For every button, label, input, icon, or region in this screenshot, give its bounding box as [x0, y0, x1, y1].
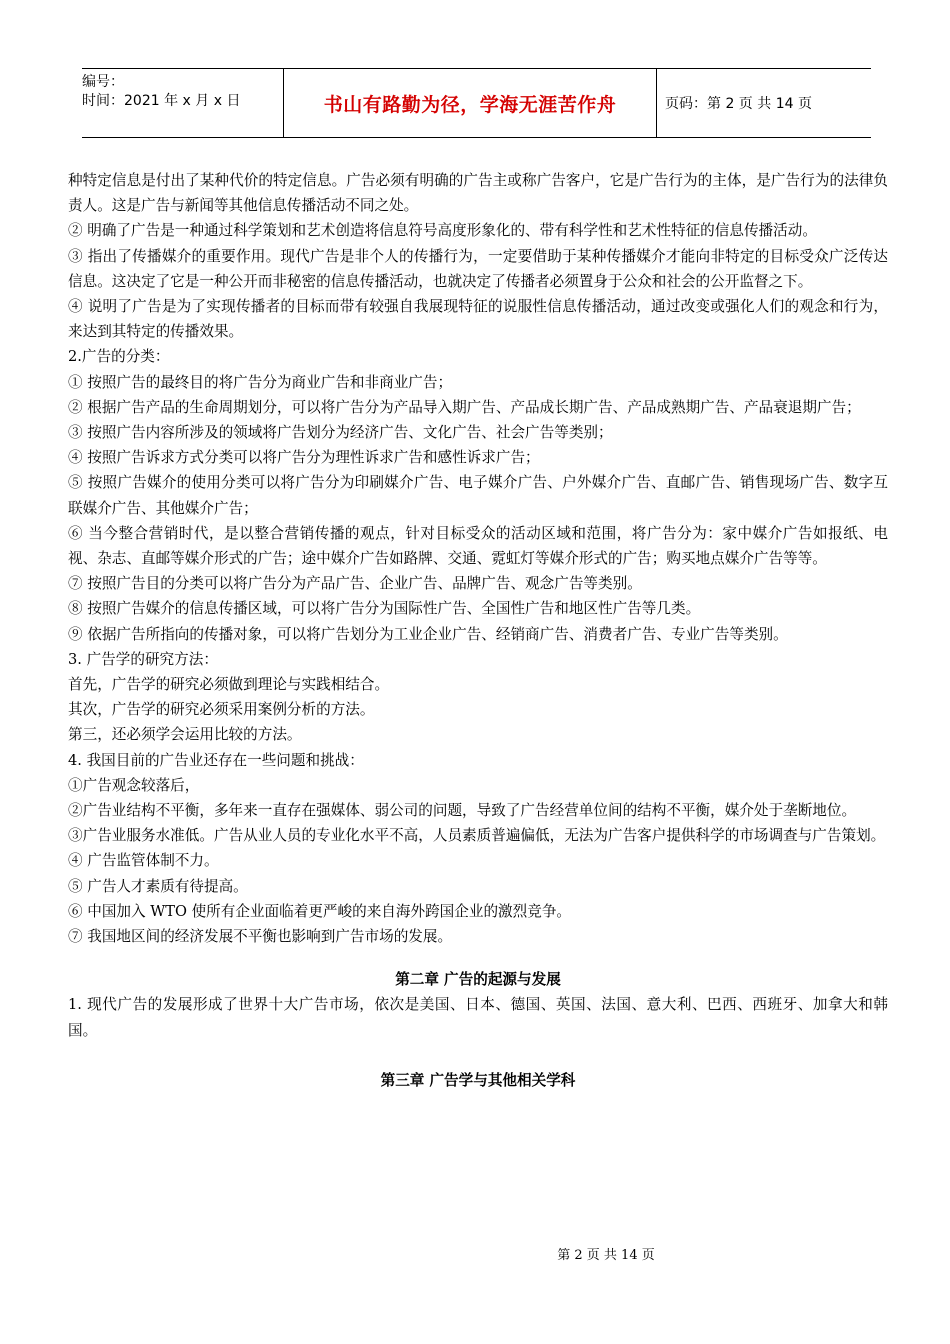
list-item: ⑦ 我国地区间的经济发展不平衡也影响到广告市场的发展。 [68, 928, 453, 946]
document-body [68, 168, 888, 1093]
header-page-info [665, 69, 871, 137]
list-item: ③ 按照广告内容所涉及的领域将广告划分为经济广告、文化广告、社会广告等类别； [68, 424, 613, 442]
number-label: 编号： [82, 74, 124, 90]
list-item: ①广告观念较落后， [68, 776, 200, 794]
chapter-title: 第三章 广告学与其他相关学科 [380, 1071, 576, 1089]
section-heading: 4. 我国目前的广告业还存在一些问题和挑战： [68, 751, 364, 769]
list-item: ⑥ 当今整合营销时代，是以整合营销传播的观点，针对目标受众的活动区域和范围，将广告分为：家中媒介广告如报纸、电视、杂志、直邮等媒介形式的广告；途中媒介广告如路牌、交通、霓虹灯等媒介形式的广告；购买地点媒介广告等等。 [68, 524, 888, 568]
list-item: ① 按照广告的最终目的将广告分为商业广告和非商业广告； [68, 373, 453, 391]
paragraph: ③ 指出了传播媒介的重要作用。现代广告是非个人的传播行为，一定要借助于某种传播媒介才能向非特定的目标受众广泛传达信息。这决定了它是一种公开而非秘密的信息传播活动，也就决定了传播者必须置身于公众和社会的公开监督之下。 [68, 247, 888, 290]
list-item: ④ 广告监管体制不力。 [68, 852, 219, 870]
paragraph: 种特定信息是付出了某种代价的特定信息。广告必须有明确的广告主或称广告客户，它是广告行为的主体，是广告行为的法律负责人。这是广告与新闻等其他信息传播活动不同之处。 [68, 172, 888, 215]
page-info-text: 页码：第 2 页 共 14 页 [665, 96, 812, 112]
date-label: 时间：2021 年 x 月 x 日 [82, 93, 241, 109]
list-item: ⑤ 广告人才素质有待提高。 [68, 877, 248, 895]
list-item: ②广告业结构不平衡，多年来一直存在强媒体、弱公司的问题，导致了广告经营单位间的结构不平衡，媒介处于垄断地位。 [68, 802, 857, 820]
paragraph: 第三，还必须学会运用比较的方法。 [68, 726, 302, 744]
list-item: ③广告业服务水准低。广告从业人员的专业化水平不高，人员素质普遍偏低，无法为广告客户提供科学的市场调查与广告策划。 [68, 827, 886, 845]
list-item: ⑧ 按照广告媒介的信息传播区域，可以将广告分为国际性广告、全国性广告和地区性广告等几类。 [68, 600, 701, 618]
list-item: ⑨ 依据广告所指向的传播对象，可以将广告划分为工业企业广告、经销商广告、消费者广告、专业广告等类别。 [68, 625, 788, 643]
list-item: ⑤ 按照广告媒介的使用分类可以将广告分为印刷媒介广告、电子媒介广告、户外媒介广告、直邮广告、销售现场广告、数字互联媒介广告、其他媒介广告； [68, 474, 888, 517]
footer-page-number: 第 2 页 共 14 页 [557, 1248, 655, 1263]
section-heading: 3. 广告学的研究方法： [68, 650, 218, 668]
list-item: ④ 按照广告诉求方式分类可以将广告分为理性诉求广告和感性诉求广告； [68, 449, 540, 467]
chapter-title: 第二章 广告的起源与发展 [395, 971, 561, 989]
page-header [82, 68, 871, 138]
list-item: ⑦ 按照广告目的分类可以将广告分为产品广告、企业广告、品牌广告、观念广告等类别。 [68, 575, 642, 593]
section-heading: 2.广告的分类： [68, 348, 170, 366]
paragraph: ④ 说明了广告是为了实现传播者的目标而带有较强自我展现特征的说服性信息传播活动，通过改变或强化人们的观念和行为，来达到其特定的传播效果。 [68, 298, 888, 341]
header-meta [82, 69, 282, 137]
list-item: ⑥ 中国加入 WTO 使所有企业面临着更严峻的来自海外跨国企业的激烈竞争。 [68, 902, 572, 920]
motto-text: 书山有路勤为径，学海无涯苦作舟 [323, 93, 617, 116]
paragraph: 1. 现代广告的发展形成了世界十大广告市场，依次是美国、日本、德国、英国、法国、意大利、巴西、西班牙、加拿大和韩国。 [68, 996, 888, 1039]
paragraph: 首先，广告学的研究必须做到理论与实践相结合。 [68, 676, 390, 694]
list-item: ② 根据广告产品的生命周期划分，可以将广告分为产品导入期广告、产品成长期广告、产品成熟期广告、产品衰退期广告； [68, 398, 861, 416]
page-footer [0, 1244, 950, 1263]
paragraph: ② 明确了广告是一种通过科学策划和艺术创造将信息符号高度形象化的、带有科学性和艺术性特征的信息传播活动。 [68, 222, 817, 240]
header-motto-cell [283, 69, 657, 137]
paragraph: 其次，广告学的研究必须采用案例分析的方法。 [68, 701, 375, 719]
